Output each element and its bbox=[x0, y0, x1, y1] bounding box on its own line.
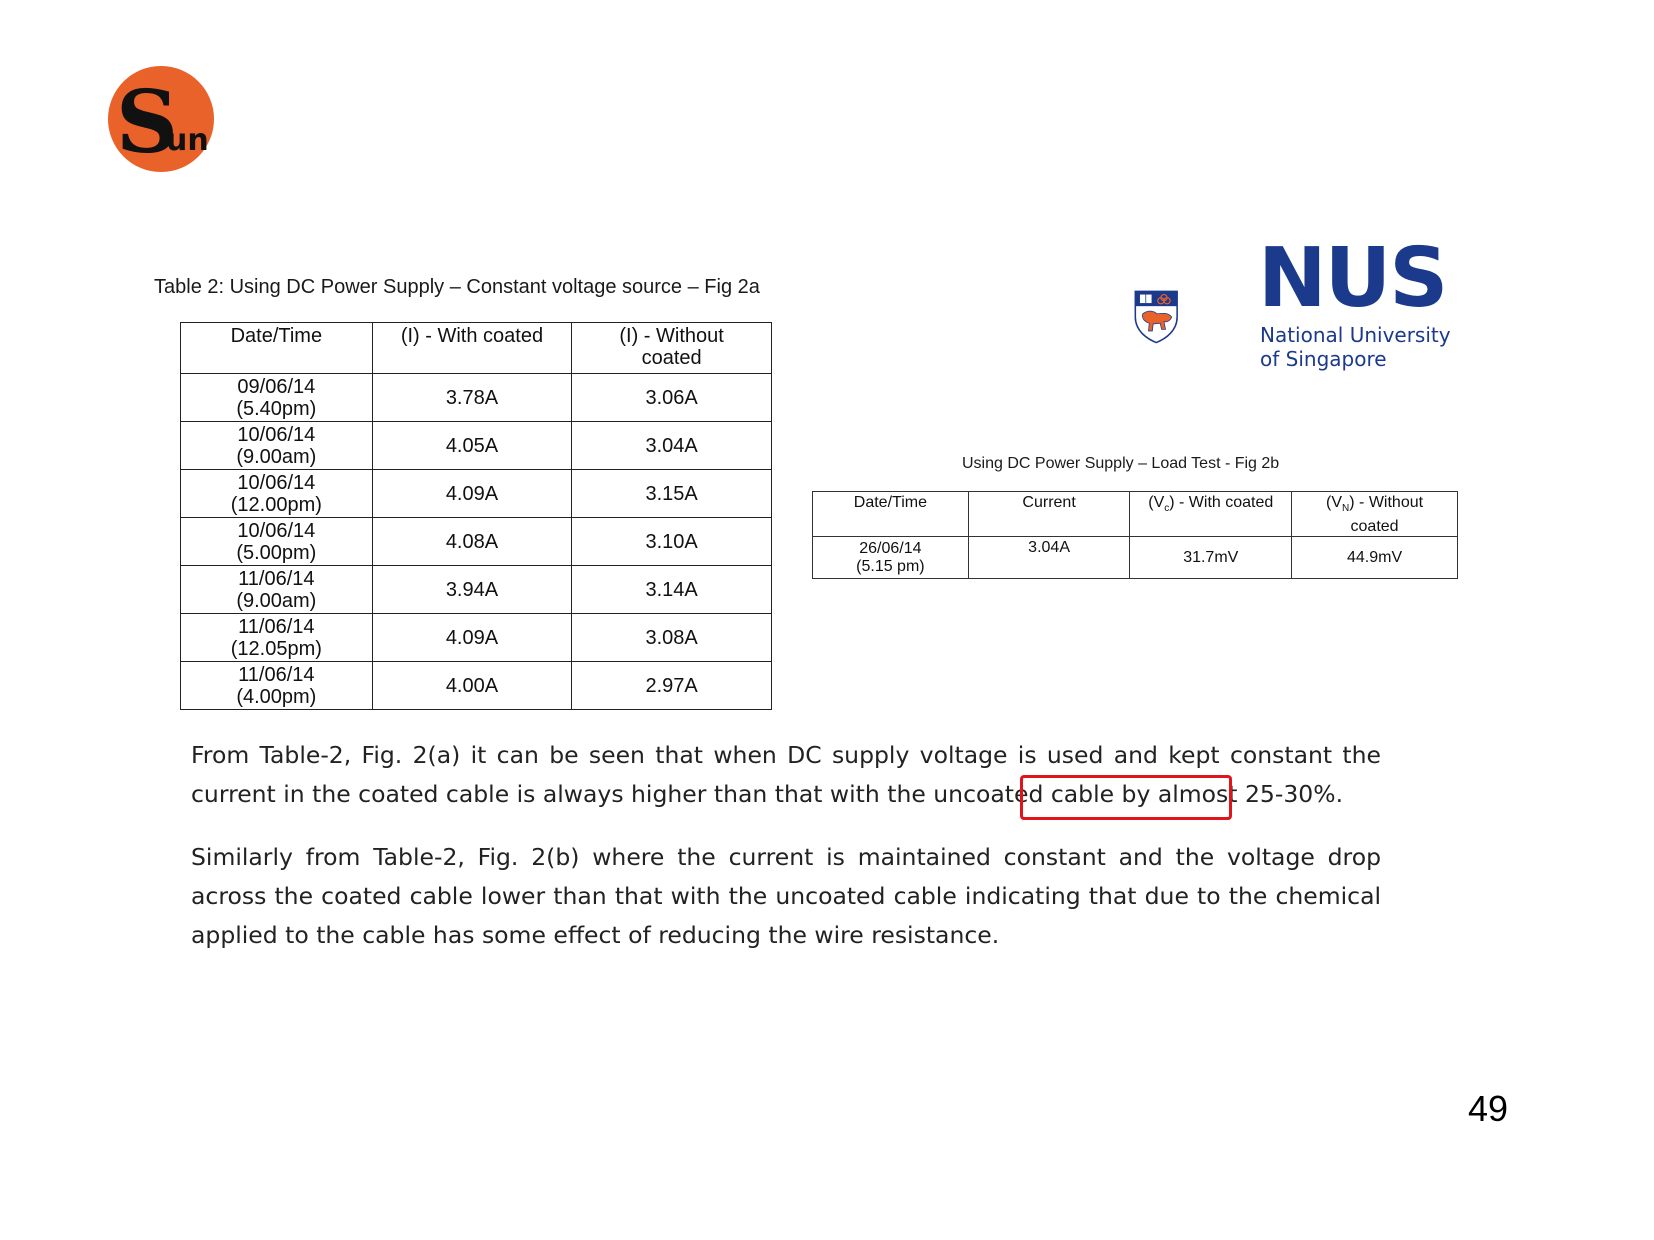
time-text: (5.15 pm) bbox=[856, 557, 925, 575]
time-text: (9.00am) bbox=[236, 589, 317, 612]
time-text: (5.00pm) bbox=[236, 541, 317, 564]
nus-subtitle-line2: of Singapore bbox=[1260, 347, 1387, 371]
table1-header-cell bbox=[572, 323, 772, 374]
nus-crest-logo-icon bbox=[1133, 247, 1253, 387]
current-uncoated-cell: 3.15A bbox=[572, 470, 772, 518]
table1-header-cell: (I) - With coated bbox=[372, 323, 572, 374]
date-cell bbox=[181, 662, 373, 710]
svg-text:S: S bbox=[116, 72, 179, 173]
current-uncoated-cell: 3.10A bbox=[572, 518, 772, 566]
table2-header-cell: Date/Time bbox=[813, 492, 969, 537]
header-subscript: c bbox=[1164, 503, 1170, 515]
voltage-coated-cell: 31.7mV bbox=[1130, 537, 1292, 579]
nus-subtitle-line1: National University bbox=[1260, 323, 1451, 347]
current-coated-cell: 3.78A bbox=[372, 374, 572, 422]
date-text: 11/06/14 bbox=[238, 663, 315, 686]
header-text: (I) - Without coated bbox=[619, 325, 724, 369]
table2-header-row bbox=[813, 492, 1458, 537]
nus-wordmark: NUS bbox=[1258, 231, 1447, 326]
table-row bbox=[181, 614, 772, 662]
time-text: (4.00pm) bbox=[236, 685, 317, 708]
table1-header-row bbox=[181, 323, 772, 374]
current-coated-cell: 4.08A bbox=[372, 518, 572, 566]
table2-header-cell bbox=[1292, 492, 1458, 537]
nus-subtitle bbox=[1260, 323, 1451, 371]
highlight-box bbox=[1020, 775, 1232, 820]
paragraph-1: From Table-2, Fig. 2(a) it can be seen that when DC supply voltage is used and kept constant the current in the coated cable is always higher than that with the uncoated cable by almost 25-30%. bbox=[191, 741, 1381, 808]
table2-caption: Using DC Power Supply – Load Test - Fig 2b bbox=[962, 455, 1280, 472]
date-cell bbox=[181, 422, 373, 470]
header-text: ) - With coated bbox=[1169, 494, 1274, 511]
page-number: 49 bbox=[1468, 1088, 1509, 1129]
paragraph-2: Similarly from Table-2, Fig. 2(b) where the current is maintained constant and the voltage drop across the coated cable lower than that with the uncoated cable indicating that due to the chemical applied to the cable has some effect of reducing the wire resistance. bbox=[191, 843, 1381, 949]
current-uncoated-cell: 3.08A bbox=[572, 614, 772, 662]
current-coated-cell: 4.09A bbox=[372, 614, 572, 662]
date-text: 11/06/14 bbox=[238, 615, 315, 638]
header-subscript: N bbox=[1342, 503, 1350, 515]
current-uncoated-cell: 3.04A bbox=[572, 422, 772, 470]
current-coated-cell: 4.00A bbox=[372, 662, 572, 710]
table1-caption: Table 2: Using DC Power Supply – Constant voltage source – Fig 2a bbox=[154, 276, 760, 298]
table1 bbox=[180, 322, 772, 710]
time-text: (9.00am) bbox=[236, 445, 317, 468]
current-coated-cell: 4.09A bbox=[372, 470, 572, 518]
date-cell bbox=[181, 374, 373, 422]
date-cell bbox=[181, 566, 373, 614]
date-cell bbox=[181, 614, 373, 662]
date-text: 09/06/14 bbox=[237, 375, 316, 398]
date-text: 10/06/14 bbox=[237, 423, 316, 446]
date-cell bbox=[181, 470, 373, 518]
svg-text:un: un bbox=[166, 123, 209, 158]
header-text: (V bbox=[1326, 494, 1343, 511]
time-text: (5.40pm) bbox=[236, 397, 317, 420]
table1-header-cell: Date/Time bbox=[181, 323, 373, 374]
table2 bbox=[812, 491, 1458, 579]
table-row bbox=[813, 537, 1458, 579]
current-cell: 3.04A bbox=[968, 537, 1130, 579]
table2-header-cell: Current bbox=[968, 492, 1130, 537]
table-row bbox=[181, 374, 772, 422]
current-uncoated-cell: 2.97A bbox=[572, 662, 772, 710]
date-cell bbox=[813, 537, 969, 579]
sun-logo-icon bbox=[106, 64, 216, 174]
table-row bbox=[181, 422, 772, 470]
date-text: 26/06/14 bbox=[859, 539, 922, 557]
date-text: 10/06/14 bbox=[237, 471, 316, 494]
table-row bbox=[181, 470, 772, 518]
time-text: (12.05pm) bbox=[230, 637, 322, 660]
current-coated-cell: 4.05A bbox=[372, 422, 572, 470]
time-text: (12.00pm) bbox=[230, 493, 322, 516]
header-text: ) - Without coated bbox=[1349, 494, 1424, 536]
table-row bbox=[181, 662, 772, 710]
table-row bbox=[181, 566, 772, 614]
current-uncoated-cell: 3.14A bbox=[572, 566, 772, 614]
current-coated-cell: 3.94A bbox=[372, 566, 572, 614]
header-wrap bbox=[1315, 494, 1435, 536]
date-text: 11/06/14 bbox=[238, 567, 315, 590]
current-uncoated-cell: 3.06A bbox=[572, 374, 772, 422]
date-text: 10/06/14 bbox=[237, 519, 316, 542]
voltage-uncoated-cell: 44.9mV bbox=[1292, 537, 1458, 579]
date-cell bbox=[181, 518, 373, 566]
table2-header-cell bbox=[1130, 492, 1292, 537]
header-text: (V bbox=[1148, 494, 1165, 511]
table-row bbox=[181, 518, 772, 566]
